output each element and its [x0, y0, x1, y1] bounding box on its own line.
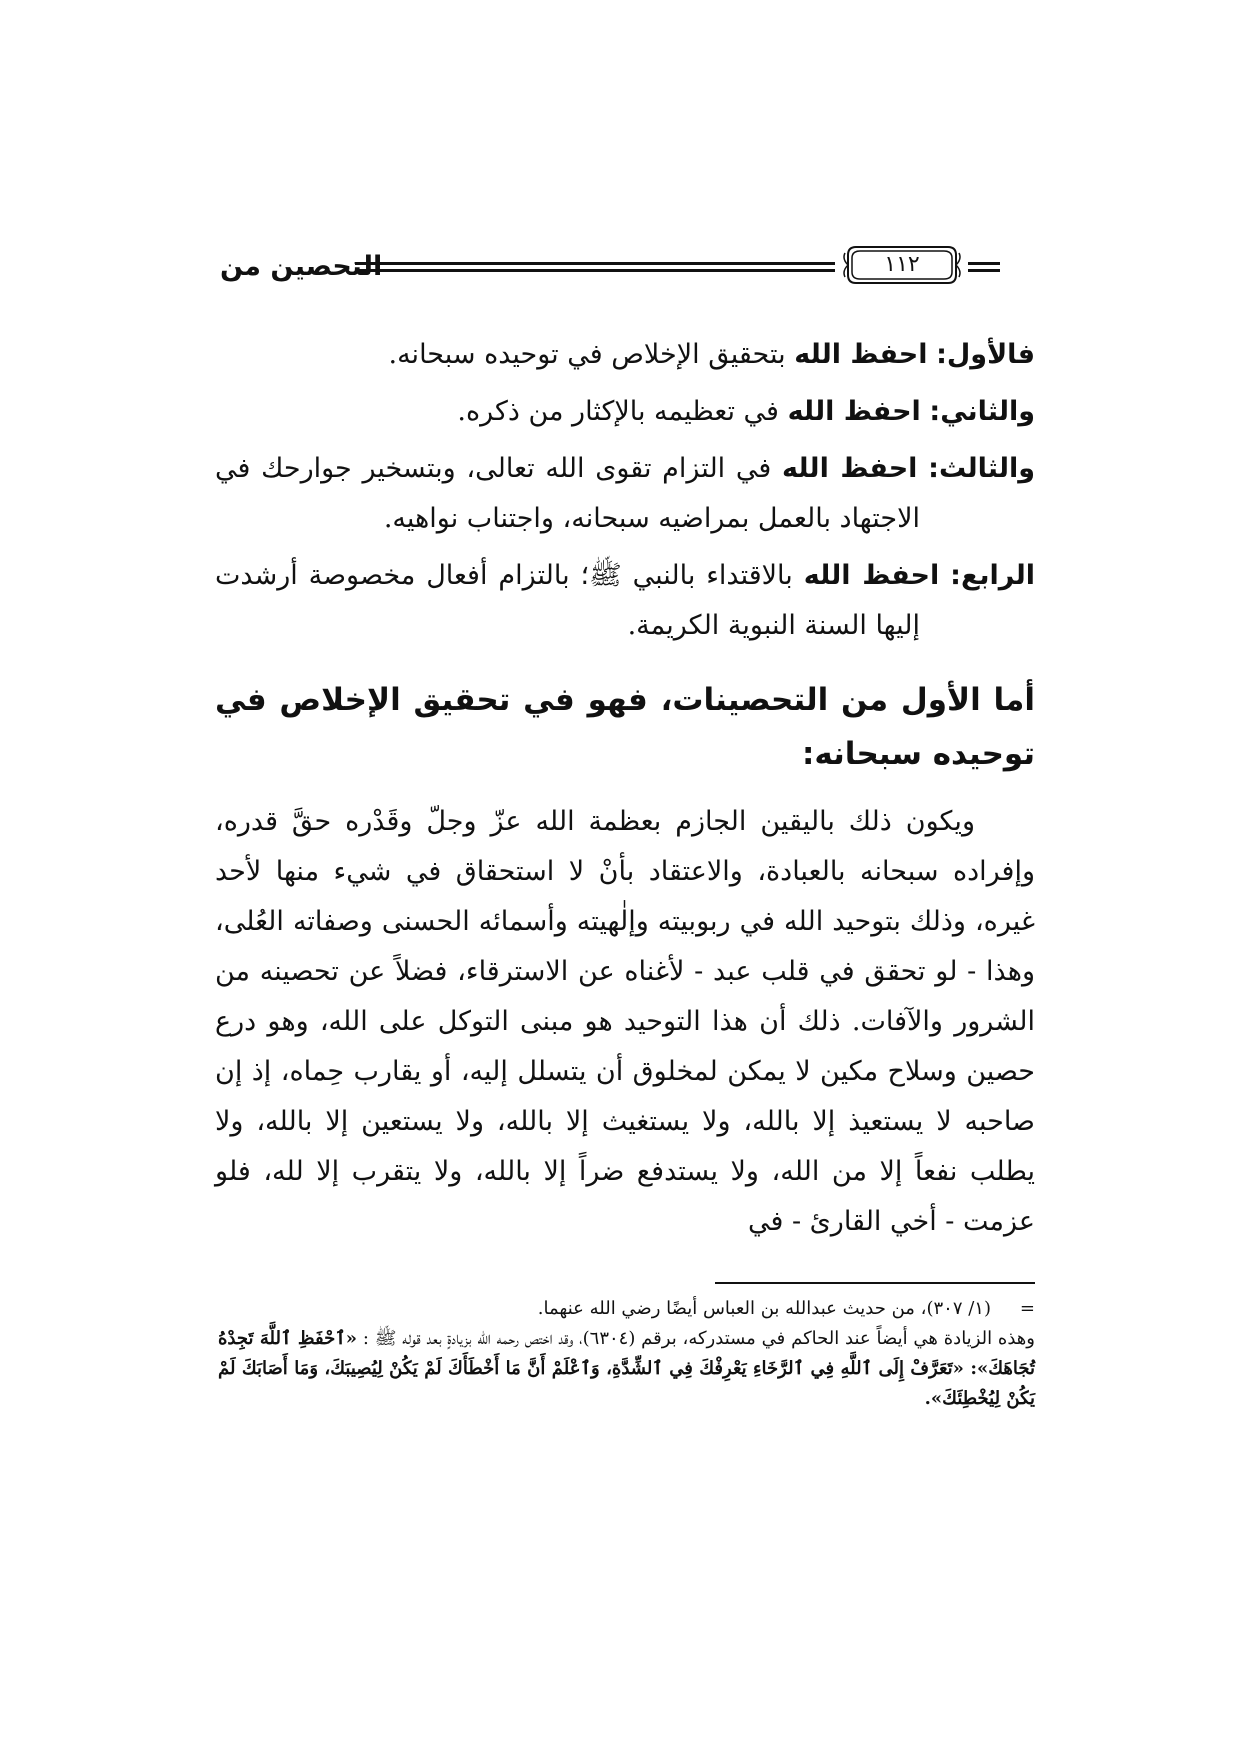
hadith-quote: «ٱحْفَظِ ٱللَّهَ تَجِدْهُ تُجَاهَكَ»: «تَعَرَّفْ إِلَى ٱللَّهِ فِي ٱلرَّخَاءِ يَعْرِفْكَ فِي ٱلشِّدَّةِ، وَٱعْلَمْ أَنَّ مَا أَخْطَأَكَ لَمْ يَكُنْ لِيُصِيبَكَ، وَمَا أَصَابَكَ لَمْ يَكُنْ لِيُخْطِئَكَ». [218, 1328, 1035, 1409]
item-bold: احفظ الله [782, 453, 918, 484]
footnote-separator [715, 1282, 1035, 1284]
item-text: في التزام تقوى الله تعالى، وبتسخير جوارحك في الاجتهاد بالعمل بمراضيه سبحانه، واجتناب نواهيه. [215, 453, 920, 534]
item-label: الرابع: [950, 560, 1035, 591]
running-title: التحصين من [220, 251, 383, 282]
item-bold: احفظ الله [794, 339, 928, 370]
item-label: فالأول: [936, 339, 1035, 370]
page-number: ١١٢ [884, 252, 920, 277]
footnotes [218, 1294, 1035, 1414]
footnote-text: (١/ ٣٠٧)، من حديث عبدالله بن العباس أيضًا رضي الله عنهما. [537, 1298, 991, 1319]
list-item [215, 387, 1035, 437]
body-paragraph: ويكون ذلك باليقين الجازم بعظمة الله عزّ وجلّ وقَدْره حقَّ قدره، وإفراده سبحانه بالعبادة، والاعتقاد بأنْ لا استحقاق في شيء منها لأحد غيره، وذلك بتوحيد الله في ربوبيته وإلٰهيته وأسمائه الحسنى وصفاته العُلى، وهذا - لو تحقق في قلب عبد - لأغناه عن الاسترقاء، فضلاً عن تحصينه من الشرور والآفات. ذلك أن هذا التوحيد هو مبنى التوكل على الله، وهو درع حصين وسلاح مكين لا يمكن لمخلوق أن يتسلل إليه، أو يقارب حِماه، إذ إن صاحبه لا يستعيذ إلا بالله، ولا يستغيث إلا بالله، ولا يستعين إلا بالله، ولا يطلب نفعاً إلا من الله، ولا يستدفع ضراً إلا بالله، ولا يتقرب إلا لله، فلو عزمت - أخي القارئ - في [215, 806, 1035, 1237]
item-bold: احفظ الله [803, 560, 940, 591]
page-number-frame [842, 243, 962, 287]
item-text: بالاقتداء بالنبي ﷺ؛ بالتزام أفعال مخصوصة أرشدت إليها السنة النبوية الكريمة. [215, 560, 920, 641]
footnote-line [218, 1324, 1035, 1414]
header-double-rule [355, 262, 835, 272]
item-text: بتحقيق الإخلاص في توحيده سبحانه. [388, 339, 786, 370]
continuation-mark: = [1019, 1298, 1035, 1319]
footnote-text: وهذه الزيادة هي أيضاً عند الحاكم في مستدركه، برقم (٦٣٠٤)، وقد اختص رحمه الله بزيادةٍ بعد قوله ﷺ : [362, 1328, 1035, 1349]
list-item [215, 330, 1035, 380]
section-heading: أما الأول من التحصينات، فهو في تحقيق الإخلاص في توحيده سبحانه: [215, 682, 1035, 772]
page-header [220, 243, 1035, 293]
footnote-line [218, 1294, 1035, 1324]
list-item [215, 551, 1035, 651]
item-bold: احفظ الله [787, 396, 921, 427]
item-label: والثاني: [929, 396, 1035, 427]
header-double-rule-right [968, 262, 1000, 272]
main-text [215, 330, 1035, 1247]
list-item [215, 444, 1035, 544]
item-label: والثالث: [928, 453, 1035, 484]
item-text: في تعظيمه بالإكثار من ذكره. [457, 396, 779, 427]
